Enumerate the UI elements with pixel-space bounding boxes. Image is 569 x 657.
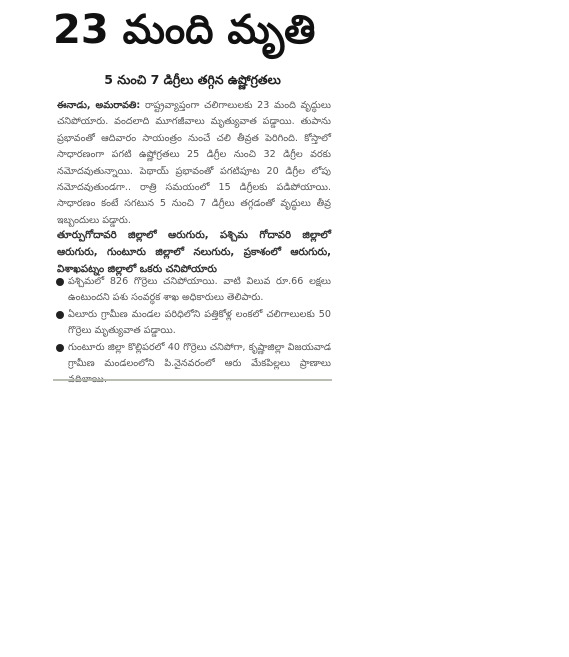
- dateline: ఈనాడు, అమరావతి:: [57, 100, 141, 111]
- bullet-list: [55, 274, 331, 389]
- list-item: [55, 307, 331, 338]
- subheadline: 5 నుంచి 7 డిగ్రీలు తగ్గిన ఉష్ణోగ్రతలు: [104, 72, 281, 87]
- bottom-divider: [53, 379, 332, 381]
- bullet-icon: [56, 278, 64, 286]
- headline: 23 మంది మృతి: [53, 7, 316, 53]
- bullet-text: ఏలూరు గ్రామీణ మండల పరిధిలోని పత్తికోళ్ల లంకలో చలిగాలులకు 50 గొర్రెలు మృత్యువాత పడ్డాయి.: [68, 309, 331, 336]
- bullet-text: గుంటూరు జిల్లా కొల్లిపరలో 40 గొర్రెలు చనిపోగా, కృష్ణాజిల్లా విజయవాడ గ్రామీణ మండలంలోని పి.నైనవరంలో ఆరు మేకపిల్లలు ప్రాణాలు: [68, 342, 331, 369]
- article-paragraph-2: తూర్పుగోదావరి జిల్లాలో ఆరుగురు, పశ్చిమ గోదావరి జిల్లాలో ఆరుగురు, గుంటూరు జిల్లాలో నలుగురు, ప్రకాశంలో ఆరుగురు, విశాఖపట్నం జిల్లాలో ఒకరు చనిపోయారు: [57, 230, 331, 275]
- article-paragraph-1: [57, 98, 331, 229]
- bullet-icon: [56, 344, 64, 352]
- bullet-text: పశ్చిమలో 826 గొర్రెలు చనిపోయాయి. వాటి విలువ రూ.66 లక్షలు ఉంటుందని పశు సంవర్ధక శాఖ అధికారులు తెలిపారు.: [68, 276, 331, 303]
- news-clipping: [53, 4, 332, 384]
- list-item: [55, 274, 331, 305]
- bullet-icon: [56, 311, 64, 319]
- paragraph-1-text: రాష్ట్రవ్యాప్తంగా చలిగాలులకు 23 మంది వృద్ధులు చనిపోయారు. వందలాది మూగజీవాలు మృత్యువాత పడ్డాయి. తుపాను ప్రభావంతో ఆదివారం సాయంత్రం నుంచే చలి తీవ్రత పెరిగింది. కోస్తాలో సాధారణంగా పగటి ఉష్ణోగ్రతలు 25 డిగ్రీల నుంచి 32 డిగ్రీల వరకు నమోదవుతున్నాయి. పెథాయ్ ప్రభావంతో పగటిపూట 20 డిగ్రీల లోపు నమోదవుతుండగా.. రాత్రి సమయంలో 15 డిగ్రీలకు పడిపోయాయి. సాధారణం కంటే సగటున 5 నుంచి 7 డిగ్రీలు తగ్గడంతో వృద్ధులు తీవ్ర ఇబ్బందులు పడ్డారు.: [57, 100, 331, 226]
